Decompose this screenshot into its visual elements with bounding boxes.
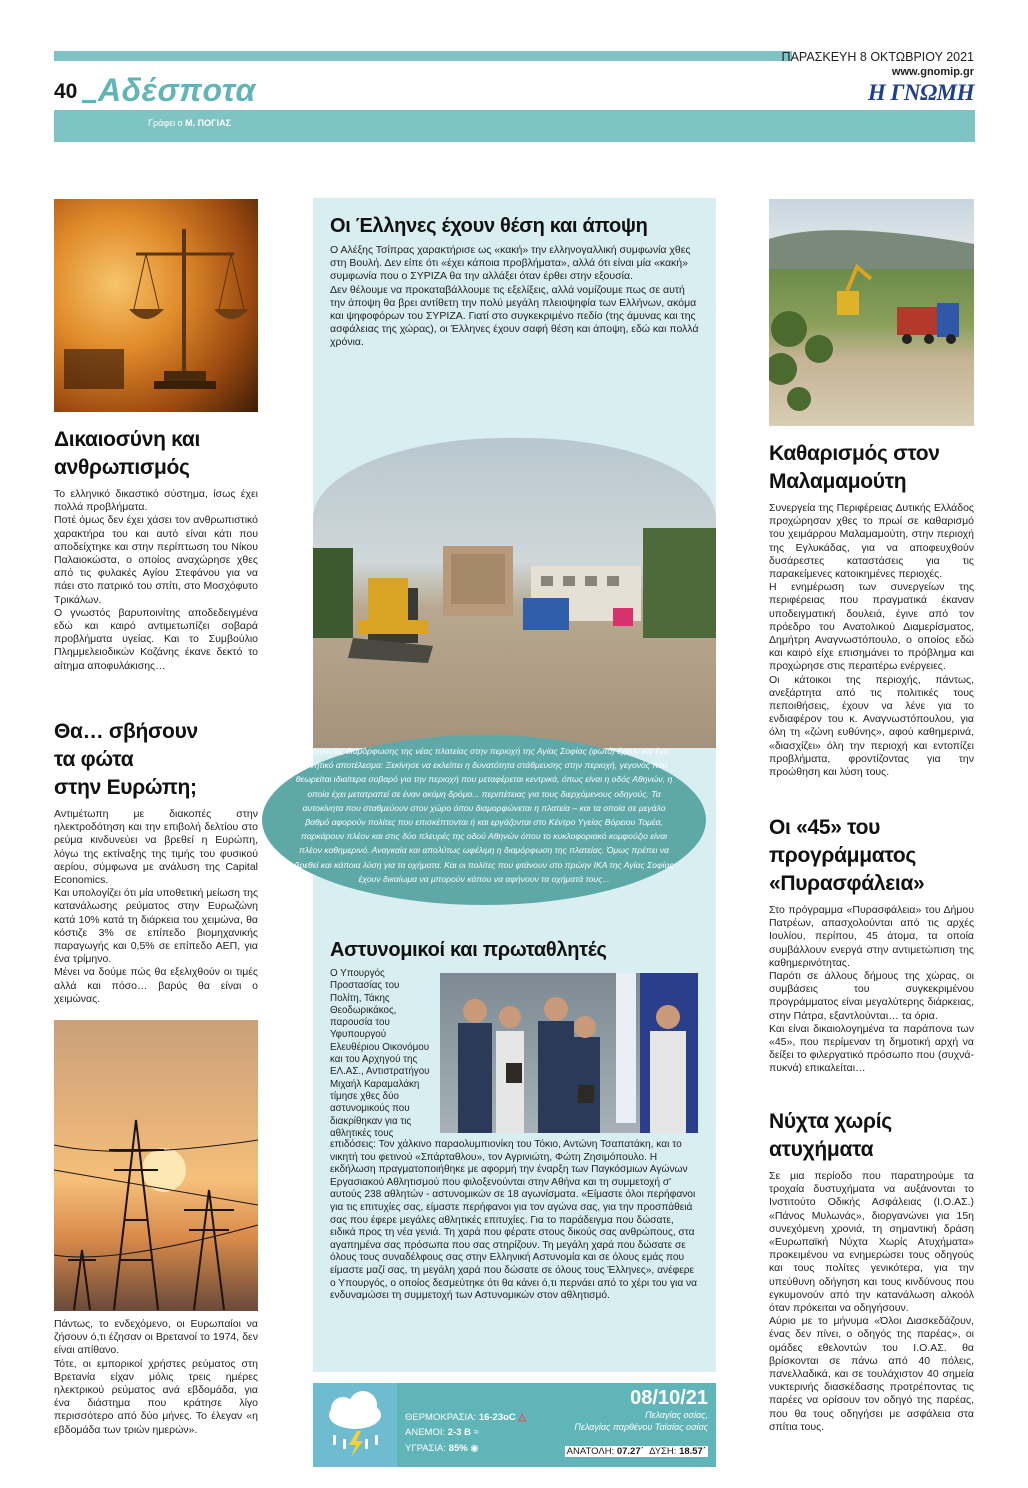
police-title: Αστυνομικοί και πρωταθλητές [330,939,607,961]
night-title [769,1108,974,1164]
wind-icon: ≈ [473,1427,479,1438]
ceremony-people-icon [440,973,698,1133]
humidity-row [405,1443,479,1454]
pyrasfaleia-title [769,814,974,898]
pyrasfaleia-title-line1: Οι «45» του [769,816,881,839]
excavator-icon [769,199,974,426]
justice-title-line2: ανθρωπισμός [54,456,190,479]
wind-row [405,1427,479,1438]
sun-times [565,1446,708,1457]
police-body-side: Ο Υπουργός Προστασίας του Πολίτη, Τάκης Θεοδωρικάκος, παρουσία του Υφυπουργού Ελευθέριου Οικονόμου και του Αρχηγού της ΕΛ.ΑΣ., Αντιστρατήγου Μιχαήλ Καραμαλάκη τίμησε χθες δύο αστυνομικούς που διακρίθηκαν για τις αθλητικές τους [330,968,430,1139]
malamos-title-line1: Καθαρισμός στον [769,442,940,465]
sunset-label: ΔΥΣΗ: [649,1446,677,1457]
lights-title-line1: Θα… σβήσουν [54,720,198,743]
malamos-body: Συνεργεία της Περιφέρειας Δυτικής Ελλάδος προχώρησαν χθες το πρωί σε καθαρισμό του χειμάρρου Μαλαμαμούτη, στην περιοχή της Εγλυκάδας, για να αποφευχθούν δυσάρεστες καταστάσεις για τις παρακείμενες κατοικημένες περιοχές. Η ενημέρωση των συνεργείων της περιφέρειας που πραγματικά έκαναν υποδειγματική δουλειά, έγινε από τον πρόεδρο του Ανατολικού Διαμερίσματος, Δημήτρη Αναγνωστόπουλο, ο οποίος εδώ και καιρό είχε επισημάνει το πρόβλημα και προχώρησε στις περαιτέρω ενέργειες. Οι κάτοικοι της περιοχής, πάντως, ανεξάρτητα από τις πολιτικές τους πεποιθήσεις, έχουν να λένε για το ενδιαφέρον του κ. Αναγνωστόπουλου, για όλη τη «ζώνη ευθύνης», αφού καθημερινά, «διασχίζει» όλη την περιοχή και εντοπίζει προβλήματα, φροντίζοντας για την προώθηση και λύση τους. [769,502,974,779]
weather-icon-box [313,1383,397,1467]
square-caption: Οι εργασίες διαμόρφωσης της νέας πλατείας στην περιοχή της Αγίας Σοφίας (φωτό) έχουν και ένα αρνητικό αποτέλεσμα: Ξεκίνησε να εκλείπει η δυνατότητα στάθμευσης στην περιοχή, γεγονός που θεωρείται ιδιαίτερα σοβαρό για την περιοχή που μεταφέρεται κεντρικά, όπως είναι η οδός Αθηνών, η οποία έχει μετατραπεί σε έναν ακόμη δρόμο... περιπέτειας για τους διερχόμενους οδηγούς. Τα αυτοκίνητα που σταθμεύουν στον χώρο όπου διαμορφώνεται η πλατεία – και τα οποία σε μεγάλο βαθμό αφορούν πολίτες που επισκέπτονται ή και εργάζονται στο Κέντρο Υγείας Βόρειου Τομέα, παρκάρουν πλέον και στις δύο πλευρές της οδού Αθηνών όπου το κυκλοφοριακό κομφούζιο είναι πλέον καθημερινό. Αναγκαία και απολύτως ωφέλιμη η διαμόρφωση της πλατείας. Όμως πρέπει να βρεθεί και κάποια λύση για τα οχήματα. Και οι πολίτες που φτάνουν στο πρώην ΙΚΑ της Αγίας Σοφίας έχουν δικαίωμα να μπορούν κάπου να αφήνουν τα οχήματά τους... [294,746,674,884]
saints-line1: Πελαγίας οσίας, [645,1410,708,1420]
wind-value: 2-3 B [447,1427,471,1438]
justice-title [54,426,258,482]
section-title-text: Αδέσποτα [98,72,256,108]
sunrise-value: 07.27΄ [616,1446,644,1457]
newspaper-logo: Η ΓΝΩΜΗ [867,80,974,105]
temperature-unit: οC [503,1412,516,1423]
justice-title-line1: Δικαιοσύνη και [54,428,200,451]
sunset-value: 18.57΄ [679,1446,706,1457]
byline-author: Μ. ΠΟΓΙΑΣ [185,118,231,128]
greeks-body: Ο Αλέξης Τσίπρας χαρακτήρισε ως «κακή» την ελληνογαλλική συμφωνία χθες στη Βουλή. Δεν είπε ότι «έχει κάποια προβλήματα», αλλά ότι είναι μία «κακή» συμφωνία που ο ΣΥΡΙΖΑ θα την αλλάξει όταν έρθει στην εξουσία. Δεν θέλουμε να προκαταβάλλουμε τις εξελίξεις, αλλά νομίζουμε πως σε αυτή την άποψη θα βρει αντίθετη την πολύ μεγάλη πλειοψηφία των Ελλήνων, ακόμα και ψηφοφόρων του ΣΥΡΙΖΑ. Γιατί στο συγκεκριμένο πεδίο (της άμυνας και της ασφάλειας της χώρας), οι Έλληνες έχουν σαφή θέση και άποψη, εδώ και πολλά χρόνια. [330,244,699,349]
greeks-title: Οι Έλληνες έχουν θέση και άποψη [330,215,648,237]
justice-body: Το ελληνικό δικαστικό σύστημα, ίσως έχει πολλά προβλήματα. Ποτέ όμως δεν έχει χάσει τον ανθρωπιστικό χαρακτήρα του και αυτό είναι κάτι που αποδείχτηκε και στην περίπτωση του Νίκου Παλαιοκώστα, ο οποίος αναχώρησε χθες από τις φυλακές Αγίου Στεφάνου για να πάει στο πατρικό του σπίτι, στο Μοσχόφυτο Τρικάλων. Ο γνωστός βαρυποινίτης αποδεδειγμένα εδώ και καιρό αντιμετωπίζει σοβαρά προβλήματα υγείας. Και το Συμβούλιο Πλημμελειοδικών Κοζάνης έκανε δεκτό το αίτημα αποφυλάκισης… [54,488,258,672]
lights-body: Αντιμέτωπη με διακοπές στην ηλεκτροδότηση και την επιβολή δελτίου στο ρεύμα κινδυνεύει να βρεθεί η Ευρώπη, λόγω της εκτίναξης της τιμής του φυσικού αερίου, σύμφωνα με ανάλυση της Capital Economics. Και υπολογίζει ότι μία υποθετική μείωση της κατανάλωσης ρεύματος στην Ευρωζώνη κατά 10% κατά τη διάρκεια του χειμώνα, θα κόστιζε 3% σε επίπεδο βιομηχανικής παραγωγής και 0,5% σε επίπεδο ΑΕΠ, για ένα τρίμηνο. Μένει να δούμε πώς θα εξελιχθούν οι τιμές αλλά και πόσο… βαρύς θα είναι ο χειμώνας. [54,808,258,1005]
justice-scales-photo [54,199,258,412]
pyrasfaleia-body: Στο πρόγραμμα «Πυρασφάλεια» του Δήμου Πατρέων, απασχολούνται από τις αρχές Ιουλίου, περίπου, 45 άτομα, τα οποία συμβάλλουν ενεργά στην αντιμετώπιση της καθημερινότητας. Παρότι σε άλλους δήμους της χώρας, οι συμβάσεις του συγκεκριμένου προγράμματος είναι μεγαλύτερης διάρκειας, στην Πάτρα, εξαντλούνται… τα όρια. Και είναι δικαιολογημένα τα παράπονα των «45», που περίμεναν τη δημοτική αρχή να δείξει το φιλεργατικό πρόσωπο που (συχνά-πυκνά) επικαλείται… [769,904,974,1075]
issue-date: ΠΑΡΑΣΚΕΥΗ 8 ΟΚΤΩΒΡΙΟΥ 2021 [781,50,974,64]
pyrasfaleia-title-line3: «Πυρασφάλεια» [769,872,925,895]
night-title-line1: Νύχτα χωρίς [769,1110,892,1133]
night-title-line2: ατυχήματα [769,1138,874,1161]
police-ceremony-photo [440,973,698,1133]
temperature-value: 16-23 [478,1412,504,1423]
malamos-title-line2: Μαλαμαμούτη [769,470,907,493]
page-number: 40 [54,80,78,103]
website-link[interactable]: www.gnomip.gr [891,66,974,78]
saints-line2: Πελαγίας παρθένου Ταϊσίας οσίας [574,1422,708,1432]
droplet-icon: ◉ [470,1443,479,1454]
bulldozer-icon [313,438,716,748]
night-body: Σε μια περίοδο που παρατηρούμε τα τροχαία δυστυχήματα να αυξάνονται το Ινστιτούτο Οδικής Ασφάλειας (Ι.Ο.ΑΣ.) «Πάνος Μυλωνάς», διοργανώνει για 15η συνεχόμενη χρονιά, τη σημαντική δράση «Ευρωπαϊκή Νύχτα Χωρίς Ατυχήματα» προκειμένου να ενημερώσει τους οδηγούς και τους πολίτες γενικότερα, για την υπεύθυνη οδήγηση και τους κινδύνους που εγκυμονούν από την κατανάλωση αλκοόλ όταν πρόκειται να οδηγήσουν. Αύριο με το μήνυμα «Όλοι Διασκεδάζουν, ένας δεν πίνει, ο οδηγός της παρέας», οι ομάδες εθελοντών του Ι.Ο.ΑΣ. θα βρίσκονται σε πάνω από 40 πόλεις, πανελλαδικά, και σε τουλάχιστον 40 σημεία νυκτερινής διασκέδασης προτρέποντας τις παρέες να ορίσουν τον οδηγό της παρέας, που θα τους οδηγήσει με ασφάλεια στα σπίτια τους. [769,1170,974,1433]
section-title [82,72,256,109]
thermometer-icon: △ [518,1412,526,1423]
temperature-row [405,1412,526,1423]
weather-date: 08/10/21 [630,1387,708,1409]
lights-title [54,718,258,802]
humidity-label: ΥΓΡΑΣΙΑ: [405,1443,447,1454]
lights-title-line2: τα φώτα [54,748,134,771]
river-cleaning-photo [769,199,974,426]
police-body: επιδόσεις: Τον χάλκινο παραολυμπιονίκη του Τόκιο, Αντώνη Τσαπατάκη, και το νικητή του φετινού «Σπάρταθλου», τον Αγρινιώτη, Φώτη Ζησιμόπουλο. Η εκδήλωση πραγματοποιήθηκε με αφορμή την έναρξη των Παγκόσμιων Αγώνων Εργασιακού Αθλητισμού που φιλοξενούνται στην Αθήνα και τη συμμετοχή σ' αυτούς 238 αθλητών - αστυνομικών σε 18 αγωνίσματα. «Είμαστε όλοι περήφανοι για τις επιτυχίες σας, είμαστε περήφανοι για τον αγώνα σας, για την προσπάθειά σας που έφερε μεγάλες αθλητικές επιτυχίες. Για το παράδειγμα που δώσατε, ειδικά προς τη νέα γενιά. Τη χαρά που φέρατε στους δικούς σας ανθρώπους, στα αγαπημένα σας πρόσωπα που σας στηρίζουν. Τη μεγάλη χαρά που δώσατε σε όλους τους συναδέλφους σας στην Ελληνική Αστυνομία και σε όλους εμάς που είμαστε μαζί σας, τη μεγάλη χαρά που δώσατε σε όλους τους Έλληνες», ανέφερε ο Υπουργός, ο οποίος δεσμεύτηκε ότι θα κάνει ό,τι περνάει από το χέρι του για να ενδυναμώσει τη συμμετοχή των Αστυνομικών στον αθλητισμό. [330,1139,698,1302]
pylon-icon [54,1020,258,1311]
byline [148,118,231,128]
pyrasfaleia-title-line2: προγράμματος [769,844,917,867]
square-construction-photo [313,438,716,748]
sunrise-label: ΑΝΑΤΟΛΗ: [566,1446,615,1457]
malamos-title [769,440,974,496]
temperature-label: ΘΕΡΜΟΚΡΑΣΙΑ: [405,1412,477,1423]
byline-prefix: Γράφει ο [148,118,183,128]
storm-cloud-icon [313,1383,397,1467]
top-accent-bar [54,51,792,61]
scales-icon [54,199,258,412]
wind-label: ΑΝΕΜΟΙ: [405,1427,446,1438]
lights-title-line3: στην Ευρώπη; [54,776,197,799]
power-lines-photo [54,1020,258,1311]
humidity-value: 85% [448,1443,468,1454]
lights-body-continued: Πάντως, το ενδεχόμενο, οι Ευρωπαίοι να ζήσουν ό,τι έζησαν οι Βρετανοί το 1974, δεν είναι απίθανο. Τότε, οι εμπορικοί χρήστες ρεύματος στη Βρετανία είχαν μόλις τρεις ημέρες ηλεκτρικού ρεύματος ανά εβδομάδα, για ένα διάστημα που κράτησε λίγο περισσότερο από δύο μήνες. Το έλεγαν «η εβδομάδα των τριών ημερών». [54,1318,258,1436]
